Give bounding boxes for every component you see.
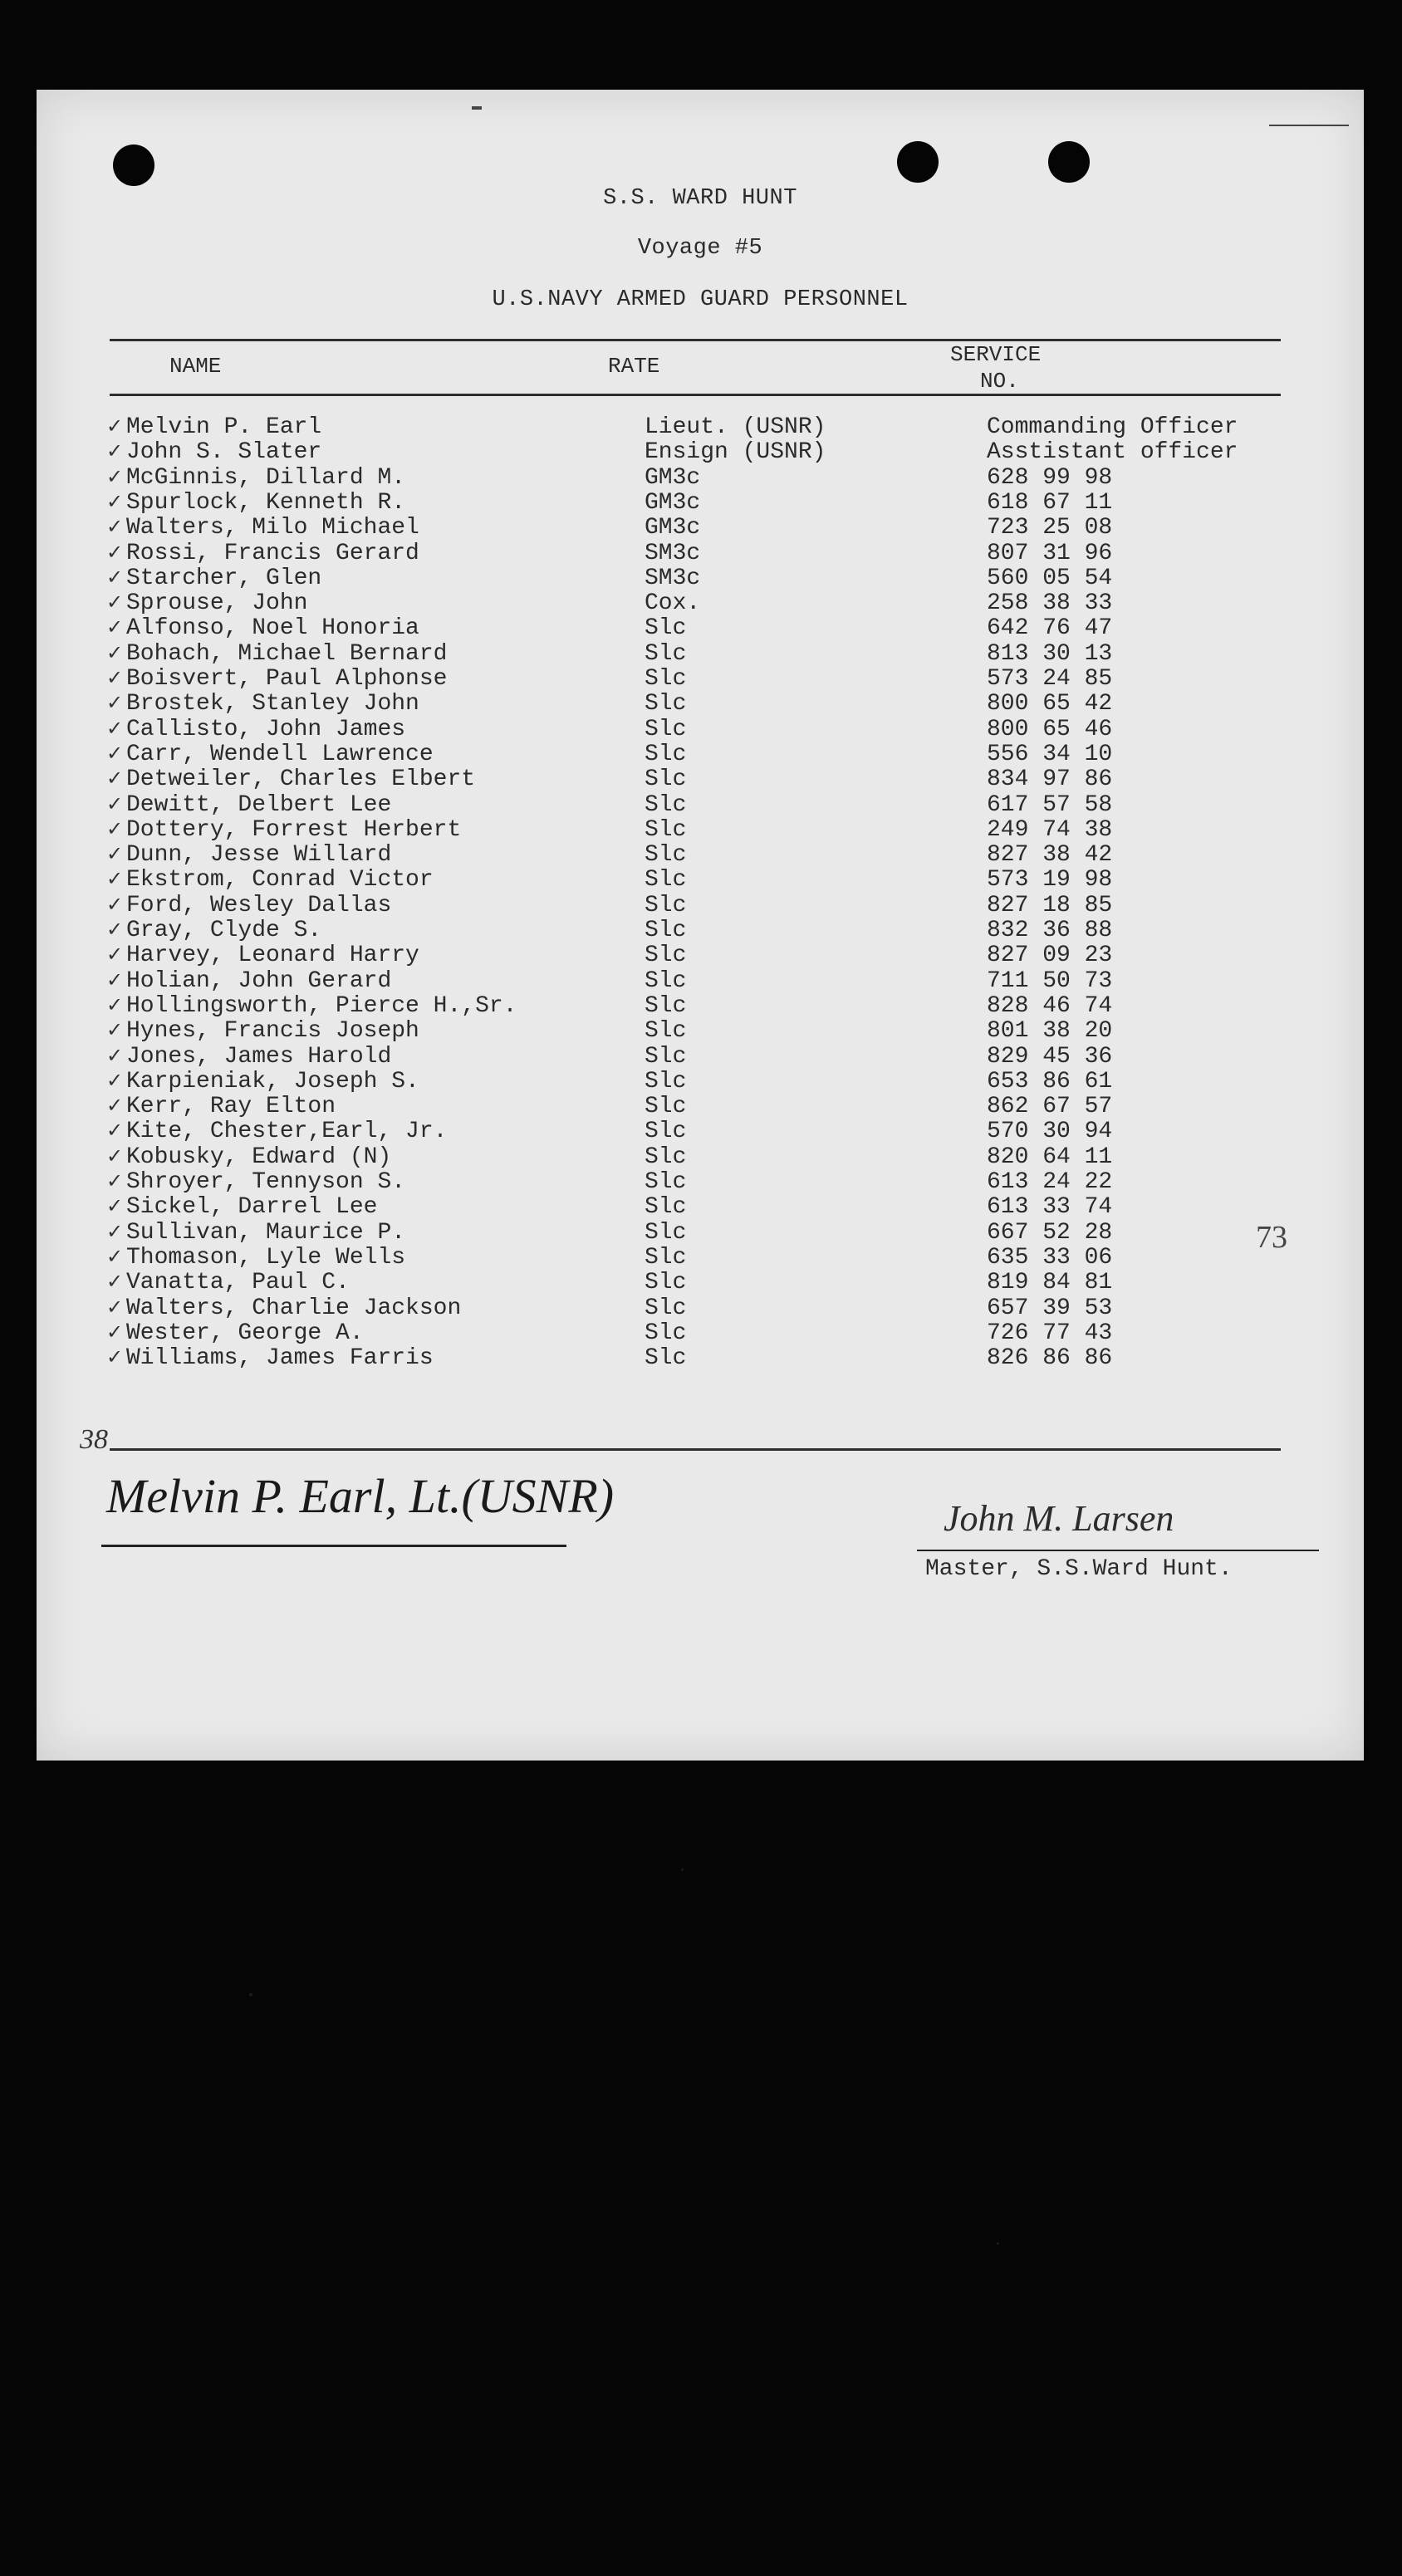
personnel-service-number: 834 97 86 <box>987 766 1113 793</box>
signature-underline <box>101 1545 566 1547</box>
list-item <box>100 1095 1279 1119</box>
personnel-service-number: Commanding Officer <box>987 414 1238 440</box>
personnel-name: Kobusky, Edward (N) <box>126 1144 392 1170</box>
list-item <box>100 466 1279 491</box>
personnel-service-number: 617 57 58 <box>987 791 1113 818</box>
personnel-name: Kite, Chester,Earl, Jr. <box>126 1119 448 1145</box>
personnel-service-number: 573 19 98 <box>987 867 1113 894</box>
list-item <box>100 415 1279 440</box>
personnel-name: Sickel, Darrel Lee <box>126 1194 378 1221</box>
ship-title: S.S. WARD HUNT <box>603 186 797 211</box>
personnel-name: Walters, Milo Michael <box>126 515 419 541</box>
list-item <box>100 918 1279 943</box>
personnel-service-number: 556 34 10 <box>987 741 1113 767</box>
signature-commanding-officer: Melvin P. Earl, Lt.(USNR) <box>106 1469 615 1523</box>
personnel-service-number: 827 18 85 <box>987 892 1113 918</box>
personnel-title: U.S.NAVY ARMED GUARD PERSONNEL <box>492 287 909 312</box>
list-item <box>100 767 1279 792</box>
personnel-rate: Slc <box>645 1194 687 1221</box>
check-mark-icon: ✓ <box>106 1270 124 1294</box>
scan-speck <box>249 1993 252 1996</box>
personnel-rate: Slc <box>645 1295 687 1321</box>
personnel-rate: Slc <box>645 1094 687 1120</box>
check-mark-icon: ✓ <box>106 791 124 815</box>
check-mark-icon: ✓ <box>106 1119 124 1143</box>
personnel-name: Jones, James Harold <box>126 1043 392 1070</box>
personnel-rate: Slc <box>645 867 687 894</box>
personnel-rate: Slc <box>645 716 687 742</box>
personnel-service-number: 829 45 36 <box>987 1043 1113 1070</box>
column-header-service: SERVICE <box>950 342 1042 367</box>
check-mark-icon: ✓ <box>106 842 124 866</box>
scan-speck <box>681 1868 684 1871</box>
personnel-rate: Slc <box>645 943 687 969</box>
check-mark-icon: ✓ <box>106 640 124 664</box>
personnel-name: Wester, George A. <box>126 1320 364 1346</box>
check-mark-icon: ✓ <box>106 1295 124 1319</box>
personnel-rate: SM3c <box>645 565 701 591</box>
list-item <box>100 969 1279 994</box>
personnel-rate: Slc <box>645 766 687 793</box>
list-item <box>100 868 1279 893</box>
count-note: 38 <box>80 1424 108 1455</box>
personnel-service-number: 258 38 33 <box>987 590 1113 617</box>
list-item <box>100 1271 1279 1295</box>
personnel-rate: Slc <box>645 842 687 869</box>
personnel-name: Alfonso, Noel Honoria <box>126 615 419 642</box>
voyage-title: Voyage #5 <box>637 236 763 261</box>
check-mark-icon: ✓ <box>106 741 124 765</box>
personnel-service-number: 832 36 88 <box>987 918 1113 943</box>
personnel-name: Bohach, Michael Bernard <box>126 640 448 667</box>
list-item <box>100 1321 1279 1346</box>
column-header-service-no: NO. <box>980 369 1019 394</box>
personnel-rate: Slc <box>645 1270 687 1296</box>
header-bottom-rule <box>110 394 1281 396</box>
personnel-name: Spurlock, Kenneth R. <box>126 489 406 516</box>
check-mark-icon: ✓ <box>106 1244 124 1268</box>
personnel-name: Hynes, Francis Joseph <box>126 1018 419 1045</box>
personnel-service-number: 613 24 22 <box>987 1169 1113 1195</box>
list-item <box>100 541 1279 566</box>
list-item <box>100 1019 1279 1044</box>
column-header-rate: RATE <box>608 354 660 379</box>
column-header-name: NAME <box>169 354 222 379</box>
check-mark-icon: ✓ <box>106 1345 124 1369</box>
list-item <box>100 1170 1279 1195</box>
personnel-name: Gray, Clyde S. <box>126 918 322 943</box>
check-mark-icon: ✓ <box>106 1068 124 1092</box>
personnel-rate: Slc <box>645 1169 687 1195</box>
personnel-service-number: 827 38 42 <box>987 842 1113 869</box>
personnel-rate: Slc <box>645 1018 687 1045</box>
check-mark-icon: ✓ <box>106 967 124 992</box>
personnel-service-number: 711 50 73 <box>987 967 1113 994</box>
personnel-rate: Slc <box>645 691 687 717</box>
signature-underline <box>917 1550 1319 1551</box>
list-item <box>100 491 1279 516</box>
check-mark-icon: ✓ <box>106 943 124 967</box>
check-mark-icon: ✓ <box>106 414 124 438</box>
personnel-name: Sullivan, Maurice P. <box>126 1219 406 1246</box>
personnel-rate: Slc <box>645 615 687 642</box>
check-mark-icon: ✓ <box>106 1144 124 1168</box>
personnel-name: John S. Slater <box>126 439 322 466</box>
list-item <box>100 591 1279 616</box>
personnel-name: Dottery, Forrest Herbert <box>126 816 462 843</box>
list-item <box>100 1246 1279 1271</box>
personnel-service-number: 819 84 81 <box>987 1270 1113 1296</box>
check-mark-icon: ✓ <box>106 615 124 639</box>
list-item <box>100 1221 1279 1246</box>
personnel-name: Boisvert, Paul Alphonse <box>126 666 448 692</box>
personnel-rate: Slc <box>645 640 687 667</box>
personnel-service-number: 723 25 08 <box>987 515 1113 541</box>
personnel-service-number: 618 67 11 <box>987 489 1113 516</box>
list-item <box>100 1346 1279 1371</box>
check-mark-icon: ✓ <box>106 1043 124 1067</box>
personnel-name: Holian, John Gerard <box>126 967 392 994</box>
check-mark-icon: ✓ <box>106 439 124 463</box>
personnel-rate: Slc <box>645 741 687 767</box>
list-item <box>100 1070 1279 1095</box>
personnel-service-number: 828 46 74 <box>987 992 1113 1019</box>
personnel-rate: Slc <box>645 892 687 918</box>
personnel-name: Shroyer, Tennyson S. <box>126 1169 406 1195</box>
list-item <box>100 1296 1279 1321</box>
personnel-service-number: 826 86 86 <box>987 1345 1113 1372</box>
check-mark-icon: ✓ <box>106 766 124 791</box>
check-mark-icon: ✓ <box>106 992 124 1016</box>
list-item <box>100 692 1279 717</box>
personnel-name: Carr, Wendell Lawrence <box>126 741 434 767</box>
document-page <box>37 90 1364 1761</box>
check-mark-icon: ✓ <box>106 565 124 589</box>
list-item <box>100 1045 1279 1070</box>
list-item <box>100 818 1279 843</box>
personnel-name: Walters, Charlie Jackson <box>126 1295 462 1321</box>
list-item <box>100 566 1279 591</box>
personnel-rate: Slc <box>645 791 687 818</box>
personnel-rate: Slc <box>645 1043 687 1070</box>
personnel-rate: Cox. <box>645 590 701 617</box>
personnel-rate: GM3c <box>645 464 701 491</box>
personnel-name: Dunn, Jesse Willard <box>126 842 392 869</box>
personnel-name: Rossi, Francis Gerard <box>126 540 419 566</box>
personnel-service-number: 570 30 94 <box>987 1119 1113 1145</box>
personnel-rate: Slc <box>645 918 687 943</box>
check-mark-icon: ✓ <box>106 489 124 513</box>
personnel-service-number: 801 38 20 <box>987 1018 1113 1045</box>
list-item <box>100 793 1279 818</box>
punch-hole <box>113 144 154 186</box>
personnel-name: McGinnis, Dillard M. <box>126 464 406 491</box>
personnel-service-number: 667 52 28 <box>987 1219 1113 1246</box>
list-item <box>100 843 1279 868</box>
personnel-rate: Slc <box>645 1144 687 1170</box>
personnel-service-number: 249 74 38 <box>987 816 1113 843</box>
list-item <box>100 1119 1279 1144</box>
personnel-name: Callisto, John James <box>126 716 406 742</box>
personnel-service-number: 813 30 13 <box>987 640 1113 667</box>
personnel-rate: GM3c <box>645 515 701 541</box>
edge-mark <box>472 106 482 110</box>
personnel-name: Dewitt, Delbert Lee <box>126 791 392 818</box>
check-mark-icon: ✓ <box>106 816 124 840</box>
personnel-service-number: 635 33 06 <box>987 1244 1113 1271</box>
check-mark-icon: ✓ <box>106 1194 124 1218</box>
master-label: Master, S.S.Ward Hunt. <box>925 1556 1233 1582</box>
personnel-service-number: 862 67 57 <box>987 1094 1113 1120</box>
personnel-service-number: 800 65 46 <box>987 716 1113 742</box>
list-item <box>100 943 1279 968</box>
personnel-service-number: 628 99 98 <box>987 464 1113 491</box>
personnel-service-number: 807 31 96 <box>987 540 1113 566</box>
scan-speck <box>997 2242 999 2245</box>
check-mark-icon: ✓ <box>106 515 124 539</box>
personnel-service-number: 726 77 43 <box>987 1320 1113 1346</box>
personnel-service-number: 613 33 74 <box>987 1194 1113 1221</box>
personnel-rate: Slc <box>645 666 687 692</box>
personnel-service-number: Asstistant officer <box>987 439 1238 466</box>
edge-mark <box>1269 125 1349 126</box>
check-mark-icon: ✓ <box>106 1094 124 1118</box>
personnel-name: Vanatta, Paul C. <box>126 1270 350 1296</box>
personnel-rate: Slc <box>645 967 687 994</box>
list-item <box>100 516 1279 541</box>
personnel-name: Ekstrom, Conrad Victor <box>126 867 434 894</box>
check-mark-icon: ✓ <box>106 918 124 941</box>
personnel-name: Kerr, Ray Elton <box>126 1094 336 1120</box>
personnel-rate: Slc <box>645 1068 687 1095</box>
personnel-name: Melvin P. Earl <box>126 414 322 440</box>
personnel-service-number: 573 24 85 <box>987 666 1113 692</box>
check-mark-icon: ✓ <box>106 867 124 891</box>
list-item <box>100 742 1279 767</box>
personnel-rate: Slc <box>645 1244 687 1271</box>
personnel-name: Sprouse, John <box>126 590 308 617</box>
page-number: 73 <box>1256 1220 1287 1255</box>
check-mark-icon: ✓ <box>106 716 124 740</box>
punch-hole <box>897 141 939 183</box>
personnel-name: Hollingsworth, Pierce H.,Sr. <box>126 992 517 1019</box>
personnel-service-number: 560 05 54 <box>987 565 1113 591</box>
personnel-rate: Slc <box>645 1219 687 1246</box>
personnel-service-number: 642 76 47 <box>987 615 1113 642</box>
personnel-name: Thomason, Lyle Wells <box>126 1244 406 1271</box>
personnel-rate: GM3c <box>645 489 701 516</box>
personnel-rate: Lieut. (USNR) <box>645 414 826 440</box>
personnel-name: Ford, Wesley Dallas <box>126 892 392 918</box>
list-item <box>100 717 1279 742</box>
check-mark-icon: ✓ <box>106 590 124 615</box>
personnel-rate: Ensign (USNR) <box>645 439 826 466</box>
personnel-service-number: 827 09 23 <box>987 943 1113 969</box>
check-mark-icon: ✓ <box>106 1219 124 1243</box>
personnel-rate: Slc <box>645 816 687 843</box>
personnel-service-number: 800 65 42 <box>987 691 1113 717</box>
personnel-rate: Slc <box>645 992 687 1019</box>
check-mark-icon: ✓ <box>106 1018 124 1042</box>
personnel-name: Detweiler, Charles Elbert <box>126 766 476 793</box>
personnel-name: Karpieniak, Joseph S. <box>126 1068 419 1095</box>
personnel-service-number: 657 39 53 <box>987 1295 1113 1321</box>
list-item <box>100 642 1279 667</box>
list-item <box>100 1145 1279 1170</box>
check-mark-icon: ✓ <box>106 666 124 689</box>
personnel-rate: SM3c <box>645 540 701 566</box>
personnel-service-number: 653 86 61 <box>987 1068 1113 1095</box>
personnel-service-number: 820 64 11 <box>987 1144 1113 1170</box>
personnel-name: Harvey, Leonard Harry <box>126 943 419 969</box>
check-mark-icon: ✓ <box>106 691 124 715</box>
personnel-rate: Slc <box>645 1320 687 1346</box>
list-item <box>100 616 1279 641</box>
check-mark-icon: ✓ <box>106 540 124 564</box>
list-item <box>100 894 1279 918</box>
personnel-rate: Slc <box>645 1345 687 1372</box>
check-mark-icon: ✓ <box>106 1169 124 1193</box>
personnel-name: Williams, James Farris <box>126 1345 434 1372</box>
check-mark-icon: ✓ <box>106 892 124 916</box>
list-item <box>100 667 1279 692</box>
personnel-name: Starcher, Glen <box>126 565 322 591</box>
punch-hole <box>1048 141 1090 183</box>
header-top-rule <box>110 339 1281 341</box>
list-item <box>100 440 1279 465</box>
check-mark-icon: ✓ <box>106 464 124 488</box>
personnel-rate: Slc <box>645 1119 687 1145</box>
list-item <box>100 1195 1279 1220</box>
list-item <box>100 994 1279 1019</box>
signature-master: John M. Larsen <box>944 1498 1174 1539</box>
check-mark-icon: ✓ <box>106 1320 124 1344</box>
footer-rule <box>110 1448 1281 1451</box>
personnel-name: Brostek, Stanley John <box>126 691 419 717</box>
